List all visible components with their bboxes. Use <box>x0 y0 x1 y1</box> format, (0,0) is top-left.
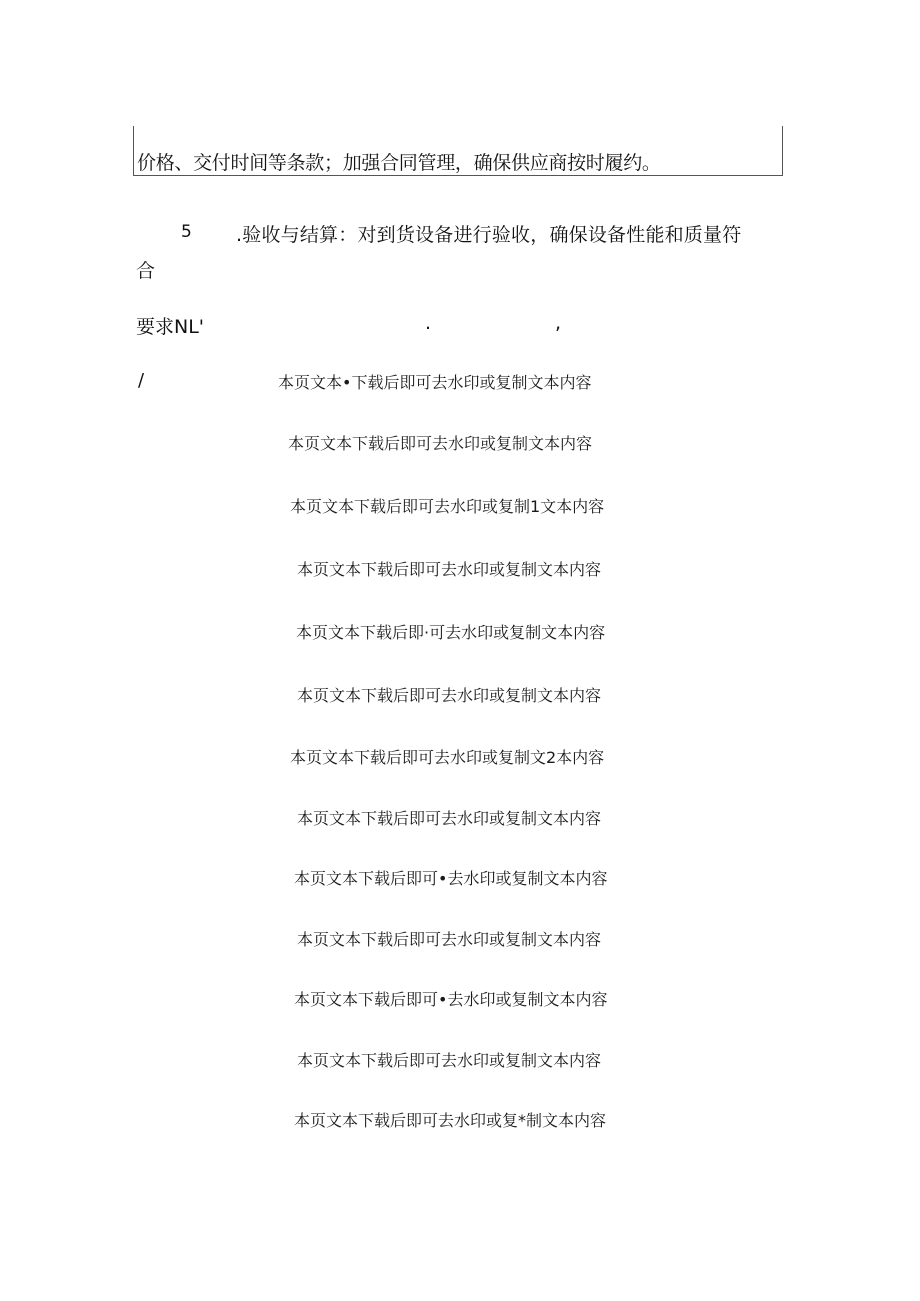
list-item-text: .验收与结算：对到货设备进行验收，确保设备性能和质量符 <box>236 224 742 246</box>
stray-comma: , <box>555 312 562 334</box>
watermark-line: 本页文本下载后即可去水印或复制文本内容 <box>288 434 593 453</box>
watermark-line: 本页文本下载后即可•去水印或复制文本内容 <box>294 990 608 1009</box>
watermark-line: 本页文本•下载后即可去水印或复制文本内容 <box>278 373 592 392</box>
watermark-line: 本页文本下载后即可•去水印或复制文本内容 <box>294 869 608 888</box>
watermark-line: 本页文本下载后即可去水印或复制文2本内容 <box>290 748 605 767</box>
stray-dot: . <box>425 312 432 334</box>
watermark-line: 本页文本下载后即可去水印或复*制文本内容 <box>294 1111 607 1130</box>
table-fragment <box>133 126 783 176</box>
watermark-line: 本页文本下载后即可去水印或复制文本内容 <box>297 930 602 949</box>
watermark-line: 本页文本下载后即可去水印或复制文本内容 <box>297 560 602 579</box>
list-item-text-wrap: 合 <box>136 260 156 282</box>
stray-slash: / <box>138 370 145 391</box>
watermark-line: 本页文本下载后即·可去水印或复制文本内容 <box>296 623 606 642</box>
list-item-number: 5 <box>181 222 192 242</box>
table-cell-text: 价格、交付时间等条款；加强合同管理，确保供应商按时履约。 <box>137 152 661 174</box>
watermark-line: 本页文本下载后即可去水印或复制文本内容 <box>297 1051 602 1070</box>
requirement-line: 要求NL' <box>136 316 205 338</box>
watermark-line: 本页文本下载后即可去水印或复制1文本内容 <box>290 497 605 516</box>
watermark-line: 本页文本下载后即可去水印或复制文本内容 <box>297 809 602 828</box>
watermark-line: 本页文本下载后即可去水印或复制文本内容 <box>297 686 602 705</box>
